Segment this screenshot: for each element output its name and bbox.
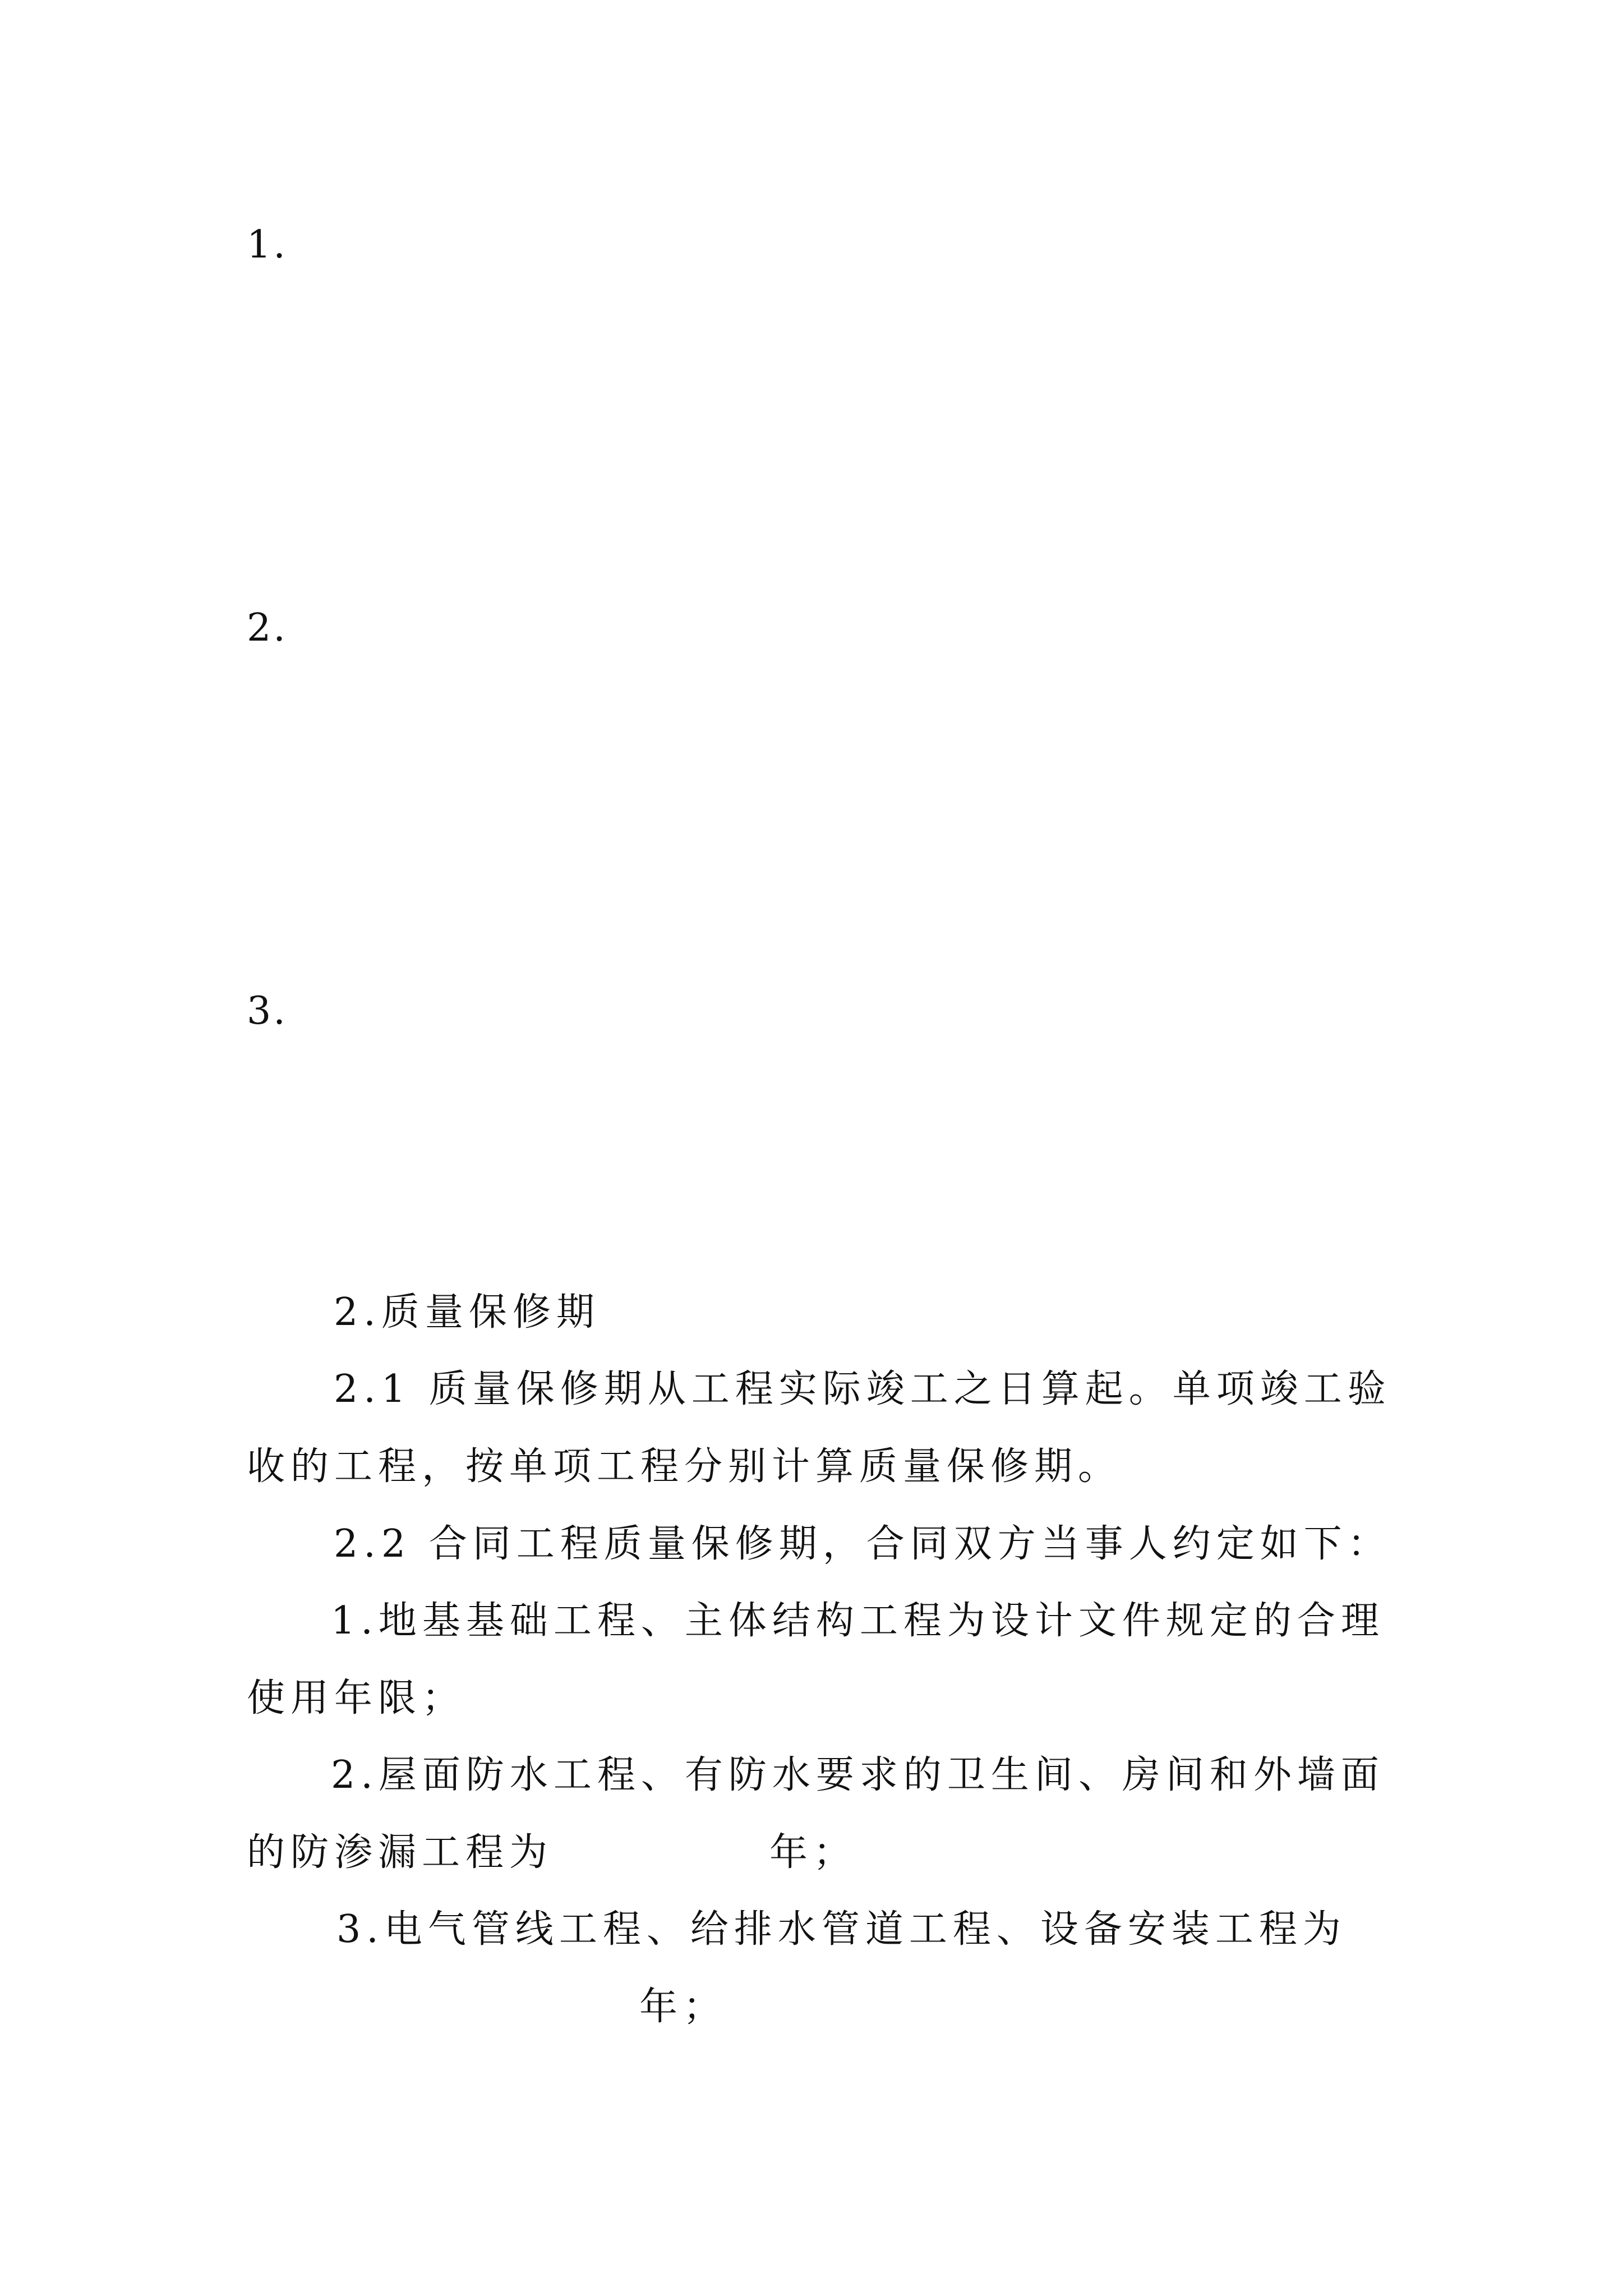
item-3-line-2-suffix: 年；	[639, 1985, 727, 2029]
section-heading: 2.质量保修期	[334, 1290, 600, 1335]
paragraph-2-1-line-2: 收的工程，按单项工程分别计算质量保修期。	[247, 1444, 1122, 1489]
item-3-line-1: 3.电气管线工程、给排水管道工程、设备安装工程为	[336, 1907, 1347, 1952]
item-2-line-2-suffix: 年；	[769, 1830, 857, 1875]
list-marker-3: 3.	[247, 989, 288, 1033]
paragraph-2-2: 2.2 合同工程质量保修期，合同双方当事人约定如下：	[334, 1522, 1391, 1566]
paragraph-2-1-line-1: 2.1 质量保修期从工程实际竣工之日算起。单项竣工验	[334, 1367, 1391, 1411]
item-1-line-1: 1.地基基础工程、主体结构工程为设计文件规定的合理	[331, 1599, 1385, 1643]
item-1-line-2: 使用年限；	[247, 1676, 466, 1720]
item-2-line-1: 2.屋面防水工程、有防水要求的卫生间、房间和外墙面	[331, 1753, 1385, 1797]
item-2-line-2-prefix: 的防渗漏工程为	[247, 1830, 554, 1875]
list-marker-1: 1.	[247, 223, 288, 267]
list-marker-2: 2.	[247, 606, 288, 650]
